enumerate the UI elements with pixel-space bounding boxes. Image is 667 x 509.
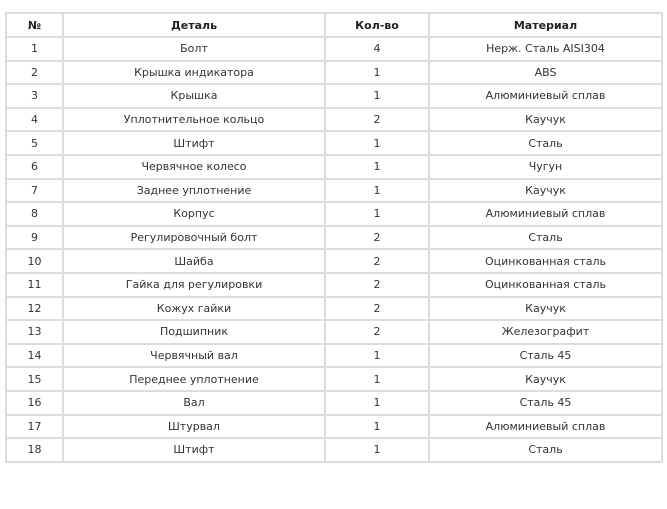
header-quantity: Кол-во bbox=[325, 13, 429, 37]
cell-number: 4 bbox=[6, 108, 63, 132]
cell-number: 11 bbox=[6, 273, 63, 297]
table-row bbox=[6, 273, 662, 297]
cell-material: Каучук bbox=[429, 108, 662, 132]
cell-quantity: 2 bbox=[325, 249, 429, 273]
cell-number: 5 bbox=[6, 131, 63, 155]
header-number: № bbox=[6, 13, 63, 37]
table-row bbox=[6, 179, 662, 203]
cell-quantity: 1 bbox=[325, 415, 429, 439]
cell-material: Сталь 45 bbox=[429, 391, 662, 415]
cell-quantity: 1 bbox=[325, 344, 429, 368]
cell-number: 17 bbox=[6, 415, 63, 439]
cell-material: Сталь bbox=[429, 131, 662, 155]
parts-table bbox=[5, 12, 663, 463]
cell-material: Нерж. Сталь AISI304 bbox=[429, 37, 662, 61]
cell-quantity: 1 bbox=[325, 391, 429, 415]
cell-material: Железографит bbox=[429, 320, 662, 344]
cell-quantity: 2 bbox=[325, 273, 429, 297]
cell-quantity: 2 bbox=[325, 226, 429, 250]
cell-number: 8 bbox=[6, 202, 63, 226]
table-row bbox=[6, 37, 662, 61]
table-row bbox=[6, 391, 662, 415]
cell-material: Чугун bbox=[429, 155, 662, 179]
cell-number: 14 bbox=[6, 344, 63, 368]
cell-number: 2 bbox=[6, 61, 63, 85]
cell-number: 6 bbox=[6, 155, 63, 179]
cell-number: 1 bbox=[6, 37, 63, 61]
table-row bbox=[6, 297, 662, 321]
cell-part: Кожух гайки bbox=[63, 297, 325, 321]
cell-part: Крышка bbox=[63, 84, 325, 108]
cell-part: Гайка для регулировки bbox=[63, 273, 325, 297]
cell-part: Червячный вал bbox=[63, 344, 325, 368]
cell-part: Регулировочный болт bbox=[63, 226, 325, 250]
cell-part: Болт bbox=[63, 37, 325, 61]
cell-quantity: 1 bbox=[325, 61, 429, 85]
table-row bbox=[6, 84, 662, 108]
cell-material: Каучук bbox=[429, 179, 662, 203]
cell-material: Оцинкованная сталь bbox=[429, 249, 662, 273]
cell-number: 12 bbox=[6, 297, 63, 321]
table-row bbox=[6, 61, 662, 85]
cell-material: Алюминиевый сплав bbox=[429, 415, 662, 439]
cell-part: Крышка индикатора bbox=[63, 61, 325, 85]
header-part: Деталь bbox=[63, 13, 325, 37]
cell-part: Заднее уплотнение bbox=[63, 179, 325, 203]
cell-material: Каучук bbox=[429, 297, 662, 321]
cell-number: 18 bbox=[6, 438, 63, 462]
cell-material: Сталь 45 bbox=[429, 344, 662, 368]
table-row bbox=[6, 344, 662, 368]
cell-material: Сталь bbox=[429, 226, 662, 250]
cell-part: Штифт bbox=[63, 131, 325, 155]
cell-part: Подшипник bbox=[63, 320, 325, 344]
table-row bbox=[6, 249, 662, 273]
table-row bbox=[6, 226, 662, 250]
cell-quantity: 1 bbox=[325, 179, 429, 203]
cell-quantity: 1 bbox=[325, 438, 429, 462]
cell-material: Сталь bbox=[429, 438, 662, 462]
cell-part: Вал bbox=[63, 391, 325, 415]
cell-quantity: 2 bbox=[325, 320, 429, 344]
cell-quantity: 2 bbox=[325, 297, 429, 321]
cell-number: 13 bbox=[6, 320, 63, 344]
cell-number: 7 bbox=[6, 179, 63, 203]
cell-part: Уплотнительное кольцо bbox=[63, 108, 325, 132]
cell-material: Алюминиевый сплав bbox=[429, 202, 662, 226]
cell-part: Штифт bbox=[63, 438, 325, 462]
table-row bbox=[6, 131, 662, 155]
cell-number: 15 bbox=[6, 367, 63, 391]
cell-part: Переднее уплотнение bbox=[63, 367, 325, 391]
cell-quantity: 2 bbox=[325, 108, 429, 132]
cell-material: Алюминиевый сплав bbox=[429, 84, 662, 108]
table-row bbox=[6, 438, 662, 462]
table-row bbox=[6, 108, 662, 132]
table-row bbox=[6, 367, 662, 391]
cell-quantity: 1 bbox=[325, 155, 429, 179]
cell-number: 10 bbox=[6, 249, 63, 273]
cell-number: 3 bbox=[6, 84, 63, 108]
cell-part: Корпус bbox=[63, 202, 325, 226]
cell-quantity: 4 bbox=[325, 37, 429, 61]
table-row bbox=[6, 155, 662, 179]
cell-quantity: 1 bbox=[325, 367, 429, 391]
header-material: Материал bbox=[429, 13, 662, 37]
table-row bbox=[6, 320, 662, 344]
cell-quantity: 1 bbox=[325, 202, 429, 226]
cell-quantity: 1 bbox=[325, 84, 429, 108]
cell-part: Червячное колесо bbox=[63, 155, 325, 179]
table-row bbox=[6, 415, 662, 439]
header-row bbox=[6, 13, 662, 37]
cell-material: ABS bbox=[429, 61, 662, 85]
cell-material: Каучук bbox=[429, 367, 662, 391]
cell-number: 9 bbox=[6, 226, 63, 250]
cell-part: Шайба bbox=[63, 249, 325, 273]
cell-quantity: 1 bbox=[325, 131, 429, 155]
table-row bbox=[6, 202, 662, 226]
cell-material: Оцинкованная сталь bbox=[429, 273, 662, 297]
cell-part: Штурвал bbox=[63, 415, 325, 439]
cell-number: 16 bbox=[6, 391, 63, 415]
